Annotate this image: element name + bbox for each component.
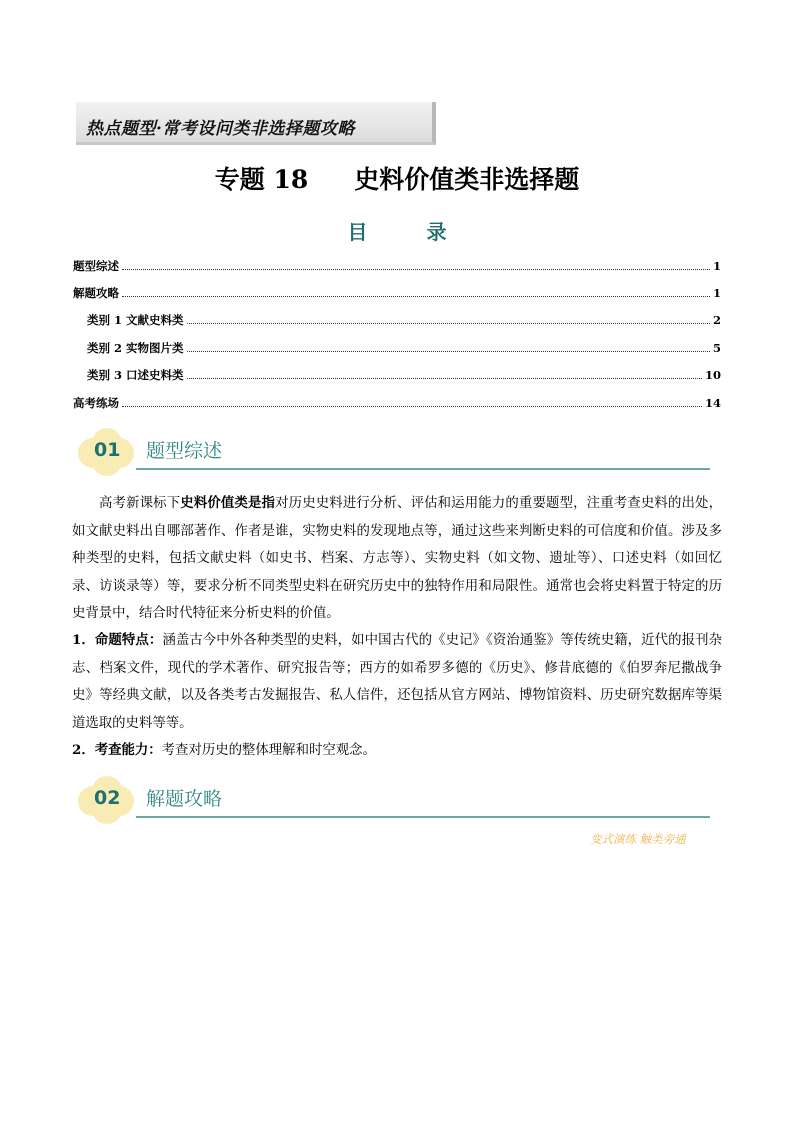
toc-entry-category-2[interactable]: 类别 2 实物图片类 5 bbox=[87, 341, 721, 355]
section-title: 解题攻略 bbox=[146, 788, 223, 810]
toc-entry-category-1[interactable]: 类别 1 文献史料类 2 bbox=[87, 313, 721, 327]
toc-entry-overview[interactable]: 题型综述 1 bbox=[73, 259, 721, 273]
section-header-02 bbox=[78, 776, 710, 824]
section-title: 题型综述 bbox=[146, 440, 223, 462]
toc-entry-practice[interactable]: 高考练场 14 bbox=[73, 396, 721, 410]
page-title bbox=[0, 160, 794, 196]
toc-heading: 目 录 bbox=[347, 220, 473, 244]
tagline: 变式演练 触类旁通 bbox=[590, 832, 686, 846]
section-divider bbox=[136, 816, 710, 818]
point-2-paragraph: 2．考查能力：考查对历史的整体理解和时空观念。 bbox=[72, 742, 376, 758]
toc-entry-category-3[interactable]: 类别 3 口述史料类 10 bbox=[87, 368, 721, 382]
banner-text: 热点题型·常考设问类非选择题攻略 bbox=[86, 119, 355, 139]
topic-name: 史料价值类非选择题 bbox=[354, 165, 580, 194]
section-header-01 bbox=[78, 428, 710, 476]
header-banner bbox=[76, 102, 432, 142]
section-number: 01 bbox=[94, 439, 121, 461]
section-divider bbox=[136, 468, 710, 470]
toc-entry-strategy[interactable]: 解题攻略 1 bbox=[73, 286, 721, 300]
section-number: 02 bbox=[94, 787, 121, 809]
point-1-paragraph: 1．命题特点：涵盖古今中外各种类型的史料，如中国古代的《史记》《资治通鉴》等传统史籍，近代的报刊杂志、档案文件，现代的学术著作、研究报告等；西方的如希罗多德的《历史》、修昔底德的《伯罗奔尼撒战争史》等经典文献，以及各类考古发掘报告、私人信件，还包括从官方网站、博物馆资料、历史研究数据库等渠道选取的史料等等。 bbox=[72, 632, 722, 731]
overview-paragraph: 高考新课标下史料价值类是指对历史史料进行分析、评估和运用能力的重要题型，注重考查史料的出处，如文献史料出自哪部著作、作者是谁，实物史料的发现地点等，通过这些来判断史料的可信度和价值。涉及多种类型的史料，包括文献史料（如史书、档案、方志等）、实物史料（如文物、遗址等）、口述史料（如回忆录、访谈录等）等，要求分析不同类型史料在研究历史中的独特作用和局限性。通常也会将史料置于特定的历史背景中，结合时代特征来分析史料的价值。 bbox=[72, 495, 722, 621]
topic-number: 专题 18 bbox=[214, 165, 309, 194]
